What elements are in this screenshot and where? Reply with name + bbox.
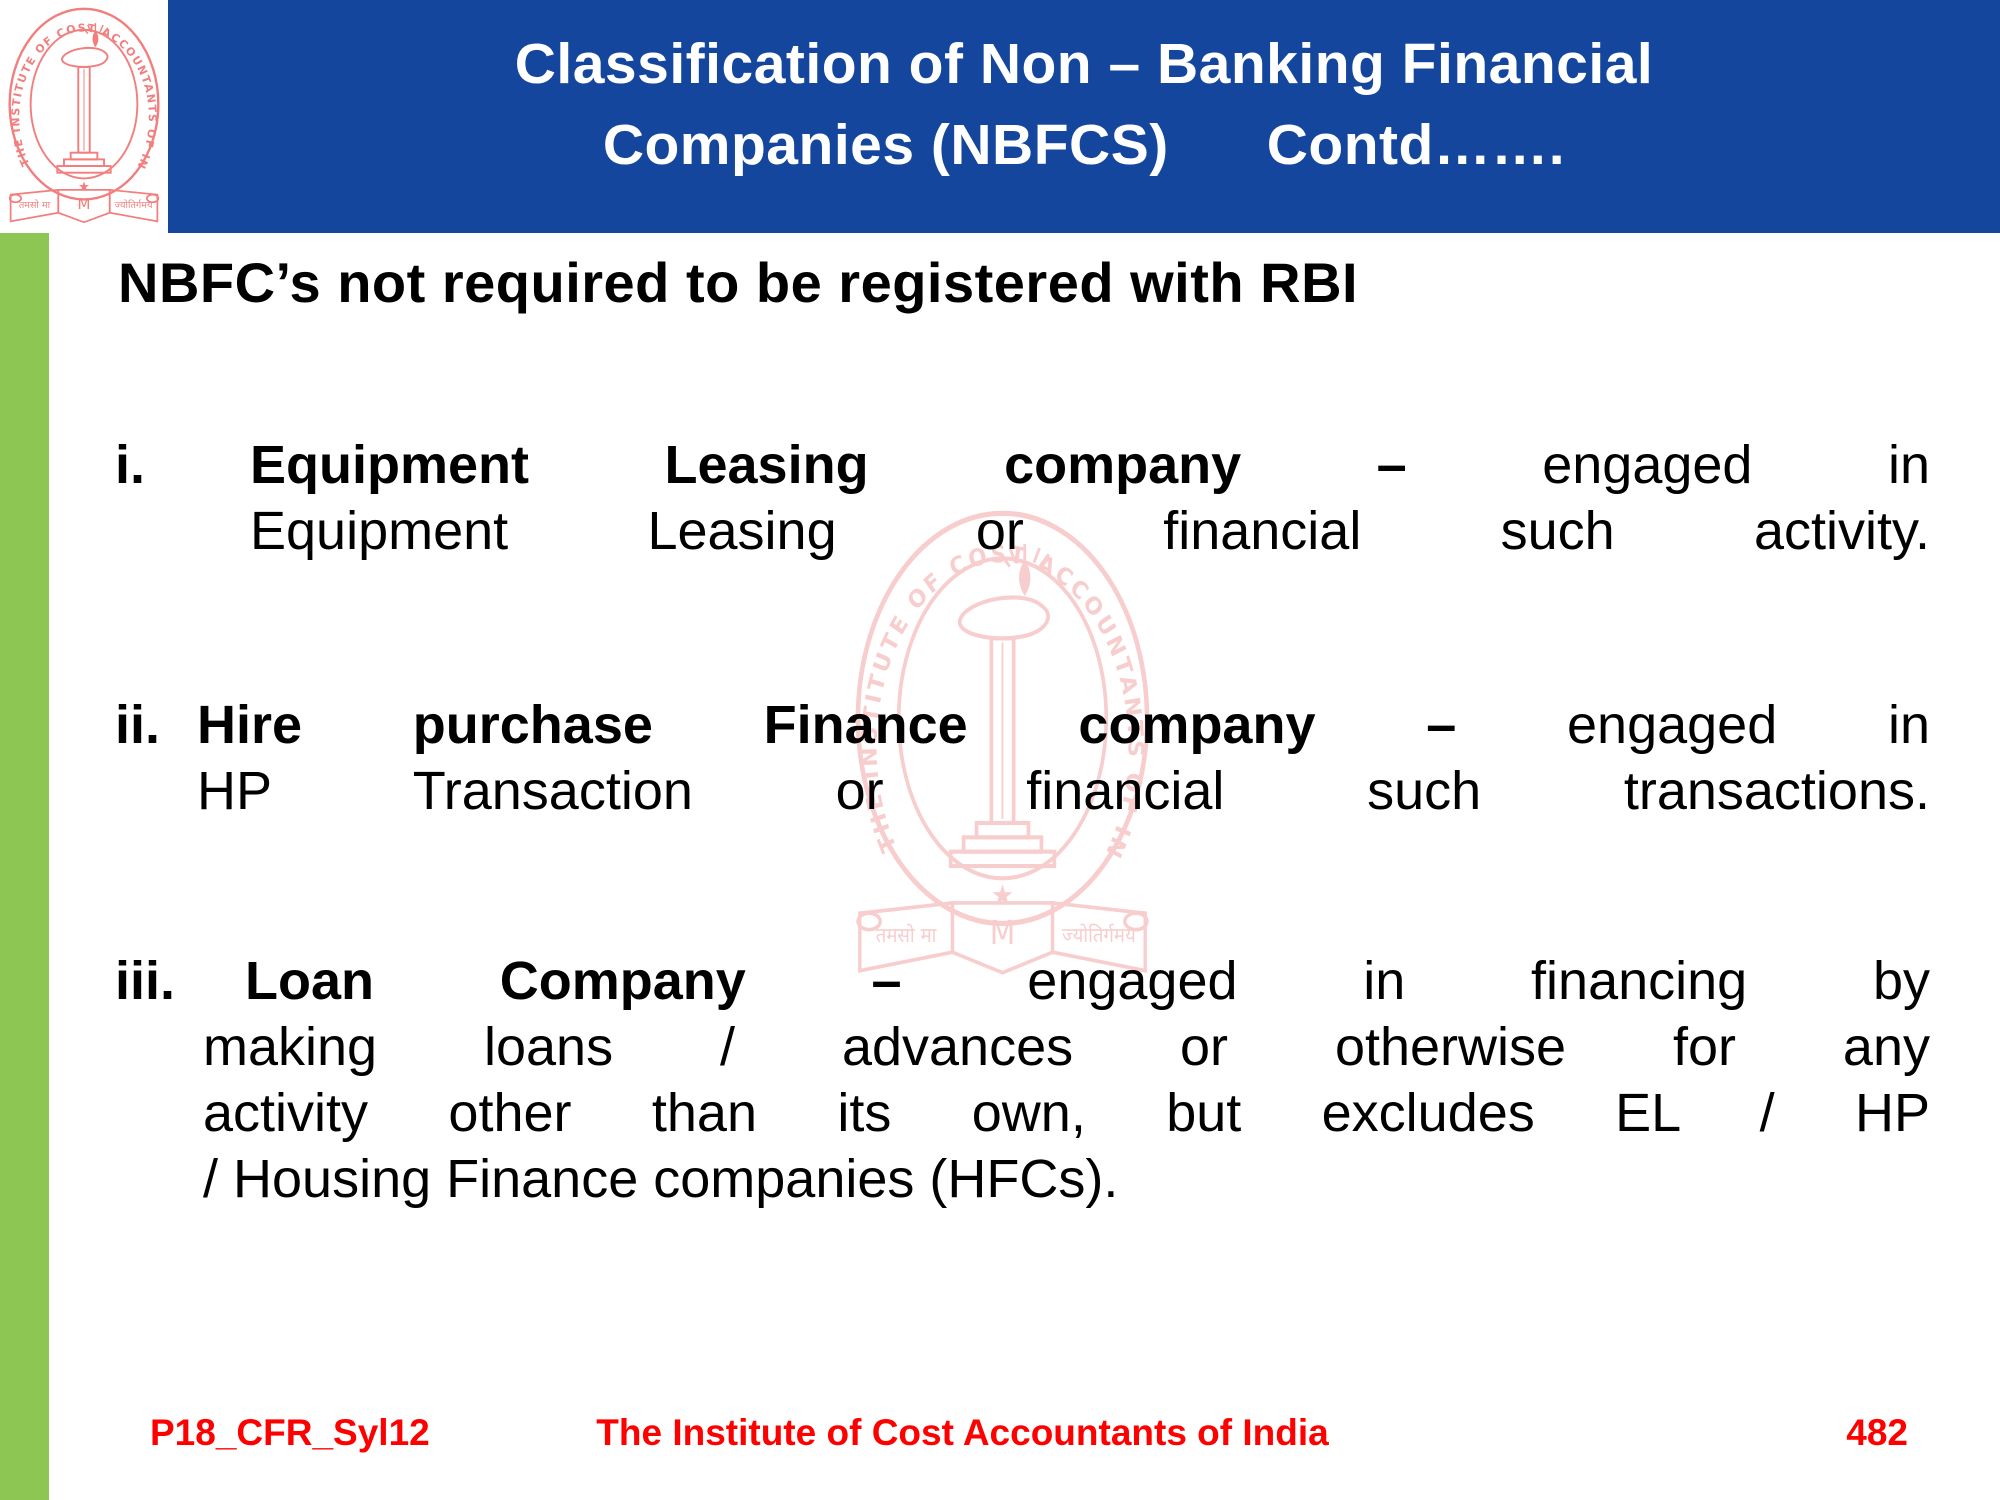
footer-course-code: P18_CFR_Syl12 [150, 1412, 430, 1453]
text-line [115, 432, 1930, 498]
slide-title-line2: Companies (NBFCS) Contd……. [602, 113, 1566, 177]
text-line [115, 1014, 1930, 1080]
text-line [115, 1146, 1930, 1212]
slide-title-line1: Classification of Non – Banking Financial [514, 32, 1654, 96]
list-marker: ii. [115, 695, 161, 755]
list-marker: iii. [115, 951, 176, 1011]
text-segment: Equipment Leasing company – [250, 435, 1543, 495]
list-item-iii [115, 948, 1930, 1212]
list-item-ii [115, 692, 1930, 824]
text-segment: HP Transaction or financial such transactions. [197, 761, 1930, 821]
text-line [115, 1080, 1930, 1146]
green-side-bar [0, 233, 49, 1500]
text-line [115, 498, 1930, 564]
section-heading: NBFC’s not required to be registered with RBI [118, 251, 1359, 314]
list-item-i [115, 432, 1930, 564]
text-segment: Equipment Leasing or financial such activity. [250, 501, 1930, 561]
list-marker: i. [115, 435, 146, 495]
text-segment: activity other than its own, but excludes EL / HP [203, 1083, 1930, 1143]
institute-logo-box [0, 0, 168, 233]
text-segment: engaged in [1567, 695, 1930, 755]
text-segment: making loans / advances or otherwise for any [203, 1017, 1930, 1077]
text-line [115, 758, 1930, 824]
footer-institute-name: The Institute of Cost Accountants of India [596, 1412, 1329, 1453]
text-segment: Hire purchase Finance company – [197, 695, 1567, 755]
text-segment: / Housing Finance companies (HFCs). [203, 1149, 1119, 1209]
text-line [115, 692, 1930, 758]
text-line [115, 948, 1930, 1014]
text-segment: Loan Company – [245, 951, 1028, 1011]
text-segment: engaged in financing by [1027, 951, 1930, 1011]
text-segment: engaged in [1542, 435, 1930, 495]
institute-logo-icon [3, 2, 165, 230]
slide-header [168, 0, 2000, 233]
footer-page-number: 482 [1846, 1412, 1908, 1453]
